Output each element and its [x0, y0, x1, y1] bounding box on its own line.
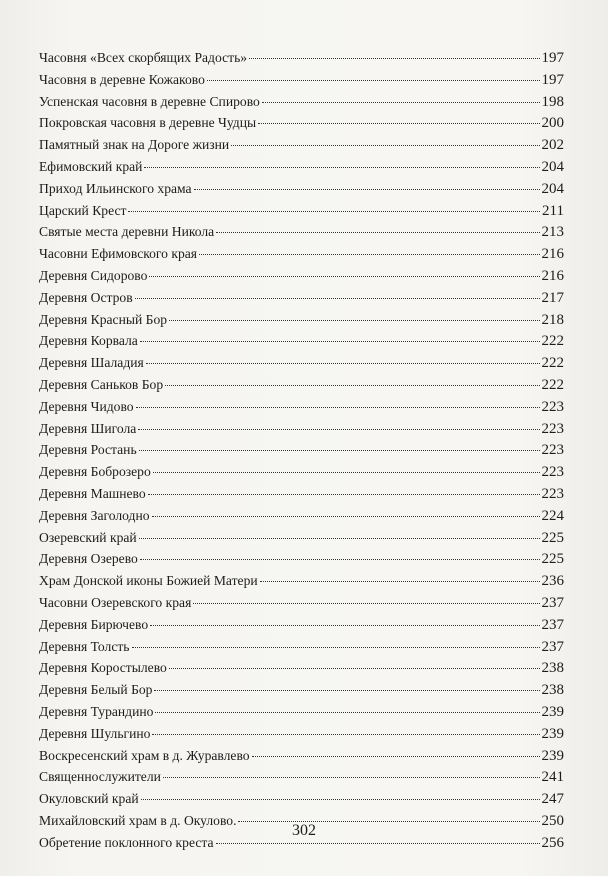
toc-entry-title: Деревня Чидово: [39, 398, 134, 414]
toc-entry-title: Деревня Шаладия: [39, 355, 144, 371]
toc-entry-page: 204: [541, 180, 564, 197]
toc-entry-title: Деревня Боброзеро: [39, 464, 151, 480]
toc-entry: [39, 374, 564, 396]
toc-entry-title: Деревня Белый Бор: [39, 682, 153, 698]
toc-entry: [39, 112, 564, 134]
toc-entry-title: Священнослужители: [39, 769, 161, 785]
toc-entry-title: Деревня Коростылево: [39, 660, 167, 676]
toc-entry: [39, 723, 564, 745]
dot-leader: [155, 712, 539, 713]
toc-entry: [39, 156, 564, 178]
toc-entry-page: 223: [541, 398, 564, 415]
toc-entry: [39, 243, 564, 265]
toc-entry: [39, 766, 564, 788]
toc-entry-page: 239: [541, 747, 564, 764]
toc-entry: [39, 396, 564, 418]
toc-entry-page: 213: [541, 224, 564, 241]
toc-entry: [39, 221, 564, 243]
toc-entry-title: Деревня Заголодно: [39, 507, 150, 523]
toc-entry-title: Деревня Машнево: [39, 485, 146, 501]
toc-entry: [39, 548, 564, 570]
dot-leader: [152, 516, 540, 517]
toc-entry-title: Михайловский храм в д. Окулово.: [39, 812, 237, 828]
toc-entry-title: Часовни Ефимовского края: [39, 246, 198, 262]
dot-leader: [144, 167, 539, 168]
toc-entry: [39, 592, 564, 614]
toc-entry: [39, 265, 564, 287]
toc-entry-page: 223: [541, 464, 564, 481]
dot-leader: [163, 777, 540, 778]
toc-entry-page: 236: [541, 573, 564, 590]
toc-entry-page: 223: [541, 442, 564, 459]
toc-entry-title: Деревня Шигола: [39, 420, 137, 436]
toc-entry: [39, 461, 564, 483]
toc-entry-title: Святые места деревни Никола: [39, 224, 215, 240]
dot-leader: [141, 799, 540, 800]
toc-entry: [39, 745, 564, 767]
dot-leader: [154, 690, 539, 691]
toc-entry-page: 224: [541, 507, 564, 524]
toc-entry-page: 222: [541, 333, 564, 350]
toc-entry-page: 204: [541, 158, 564, 175]
toc-entry-title: Ефимовский край: [39, 158, 143, 174]
dot-leader: [193, 603, 539, 604]
toc-entry-page: 223: [541, 420, 564, 437]
dot-leader: [132, 647, 540, 648]
toc-entry-page: 237: [541, 594, 564, 611]
dot-leader: [150, 625, 539, 626]
toc-entry-page: 211: [542, 202, 564, 219]
toc-entry-page: 216: [541, 267, 564, 284]
toc-entry-page: 218: [541, 311, 564, 328]
toc-entry: [39, 701, 564, 723]
toc-entry: [39, 505, 564, 527]
toc-entry-page: 238: [541, 682, 564, 699]
toc-entry-title: Деревня Бирючево: [39, 616, 149, 632]
dot-leader: [165, 385, 539, 386]
toc-entry-title: Часовня в деревне Кожаково: [39, 71, 205, 87]
dot-leader: [128, 211, 540, 212]
toc-entry: [39, 657, 564, 679]
dot-leader: [216, 843, 540, 844]
toc-entry-page: 200: [541, 115, 564, 132]
toc-entry-title: Деревня Сидорово: [39, 267, 148, 283]
toc-entry-page: 222: [541, 355, 564, 372]
toc-entry-page: 225: [541, 529, 564, 546]
toc-entry-page: 202: [541, 137, 564, 154]
dot-leader: [216, 232, 539, 233]
dot-leader: [169, 320, 539, 321]
dot-leader: [249, 58, 539, 59]
table-of-contents: [39, 47, 564, 853]
toc-entry: [39, 178, 564, 200]
dot-leader: [139, 538, 540, 539]
dot-leader: [149, 276, 539, 277]
toc-entry-title: Воскресенский храм в д. Журавлево: [39, 747, 250, 763]
toc-entry-page: 241: [541, 769, 564, 786]
dot-leader: [138, 429, 539, 430]
toc-entry-page: 239: [541, 725, 564, 742]
dot-leader: [135, 298, 540, 299]
toc-entry-title: Деревня Турандино: [39, 703, 154, 719]
dot-leader: [140, 341, 540, 342]
toc-entry: [39, 47, 564, 69]
toc-entry: [39, 527, 564, 549]
toc-entry-title: Успенская часовня в деревне Спирово: [39, 93, 260, 109]
toc-entry-page: 238: [541, 660, 564, 677]
toc-entry: [39, 200, 564, 222]
toc-entry: [39, 91, 564, 113]
toc-entry-page: 247: [541, 791, 564, 808]
dot-leader: [260, 581, 540, 582]
toc-entry-page: 223: [541, 485, 564, 502]
toc-entry: [39, 287, 564, 309]
toc-entry-title: Покровская часовня в деревне Чудцы: [39, 115, 257, 131]
dot-leader: [169, 668, 540, 669]
toc-entry-title: Царский Крест: [39, 202, 127, 218]
toc-entry-page: 217: [541, 289, 564, 306]
toc-entry-title: Деревня Шульгино: [39, 725, 151, 741]
toc-entry-page: 237: [541, 638, 564, 655]
toc-entry-title: Деревня Красный Бор: [39, 311, 168, 327]
toc-entry: [39, 69, 564, 91]
toc-entry: [39, 439, 564, 461]
toc-entry: [39, 636, 564, 658]
toc-entry: [39, 679, 564, 701]
dot-leader: [199, 254, 539, 255]
dot-leader: [231, 145, 539, 146]
toc-entry-title: Деревня Саньков Бор: [39, 376, 164, 392]
toc-entry-page: 250: [541, 812, 564, 829]
toc-entry-title: Часовни Озеревского края: [39, 594, 192, 610]
dot-leader: [136, 407, 540, 408]
toc-entry: [39, 570, 564, 592]
toc-entry-title: Деревня Озерево: [39, 551, 138, 567]
toc-entry-title: Храм Донской иконы Божией Матери: [39, 573, 258, 589]
toc-entry-page: 216: [541, 246, 564, 263]
toc-entry-page: 222: [541, 376, 564, 393]
toc-entry: [39, 788, 564, 810]
toc-entry-page: 198: [541, 93, 564, 110]
toc-entry: [39, 614, 564, 636]
toc-entry-page: 237: [541, 616, 564, 633]
dot-leader: [152, 734, 539, 735]
toc-entry-title: Деревня Ростань: [39, 442, 137, 458]
toc-entry-title: Озеревский край: [39, 529, 137, 545]
toc-entry-title: Памятный знак на Дороге жизни: [39, 137, 230, 153]
toc-entry: [39, 330, 564, 352]
toc-entry: [39, 309, 564, 331]
dot-leader: [207, 80, 540, 81]
toc-entry-title: Часовня «Всех скорбящих Радость»: [39, 50, 248, 65]
dot-leader: [153, 472, 540, 473]
toc-entry-title: Деревня Толсть: [39, 638, 130, 654]
toc-entry-title: Деревня Корвала: [39, 333, 138, 349]
dot-leader: [194, 189, 540, 190]
toc-entry-page: 256: [541, 834, 564, 851]
dot-leader: [148, 494, 540, 495]
toc-entry-title: Окуловский край: [39, 791, 139, 807]
toc-entry-page: 197: [541, 50, 564, 66]
toc-entry-page: 225: [541, 551, 564, 568]
toc-entry-page: 239: [541, 703, 564, 720]
toc-entry-title: Приход Ильинского храма: [39, 180, 192, 196]
dot-leader: [140, 559, 540, 560]
toc-entry: [39, 134, 564, 156]
dot-leader: [262, 102, 540, 103]
toc-entry-title: Обретение поклонного креста: [39, 834, 214, 850]
dot-leader: [146, 363, 540, 364]
toc-entry: [39, 483, 564, 505]
toc-entry: [39, 418, 564, 440]
dot-leader: [252, 756, 540, 757]
toc-entry-page: 197: [541, 71, 564, 88]
dot-leader: [258, 123, 539, 124]
page-number: 302: [292, 822, 316, 839]
toc-entry: [39, 352, 564, 374]
dot-leader: [139, 450, 540, 451]
toc-entry-title: Деревня Остров: [39, 289, 133, 305]
